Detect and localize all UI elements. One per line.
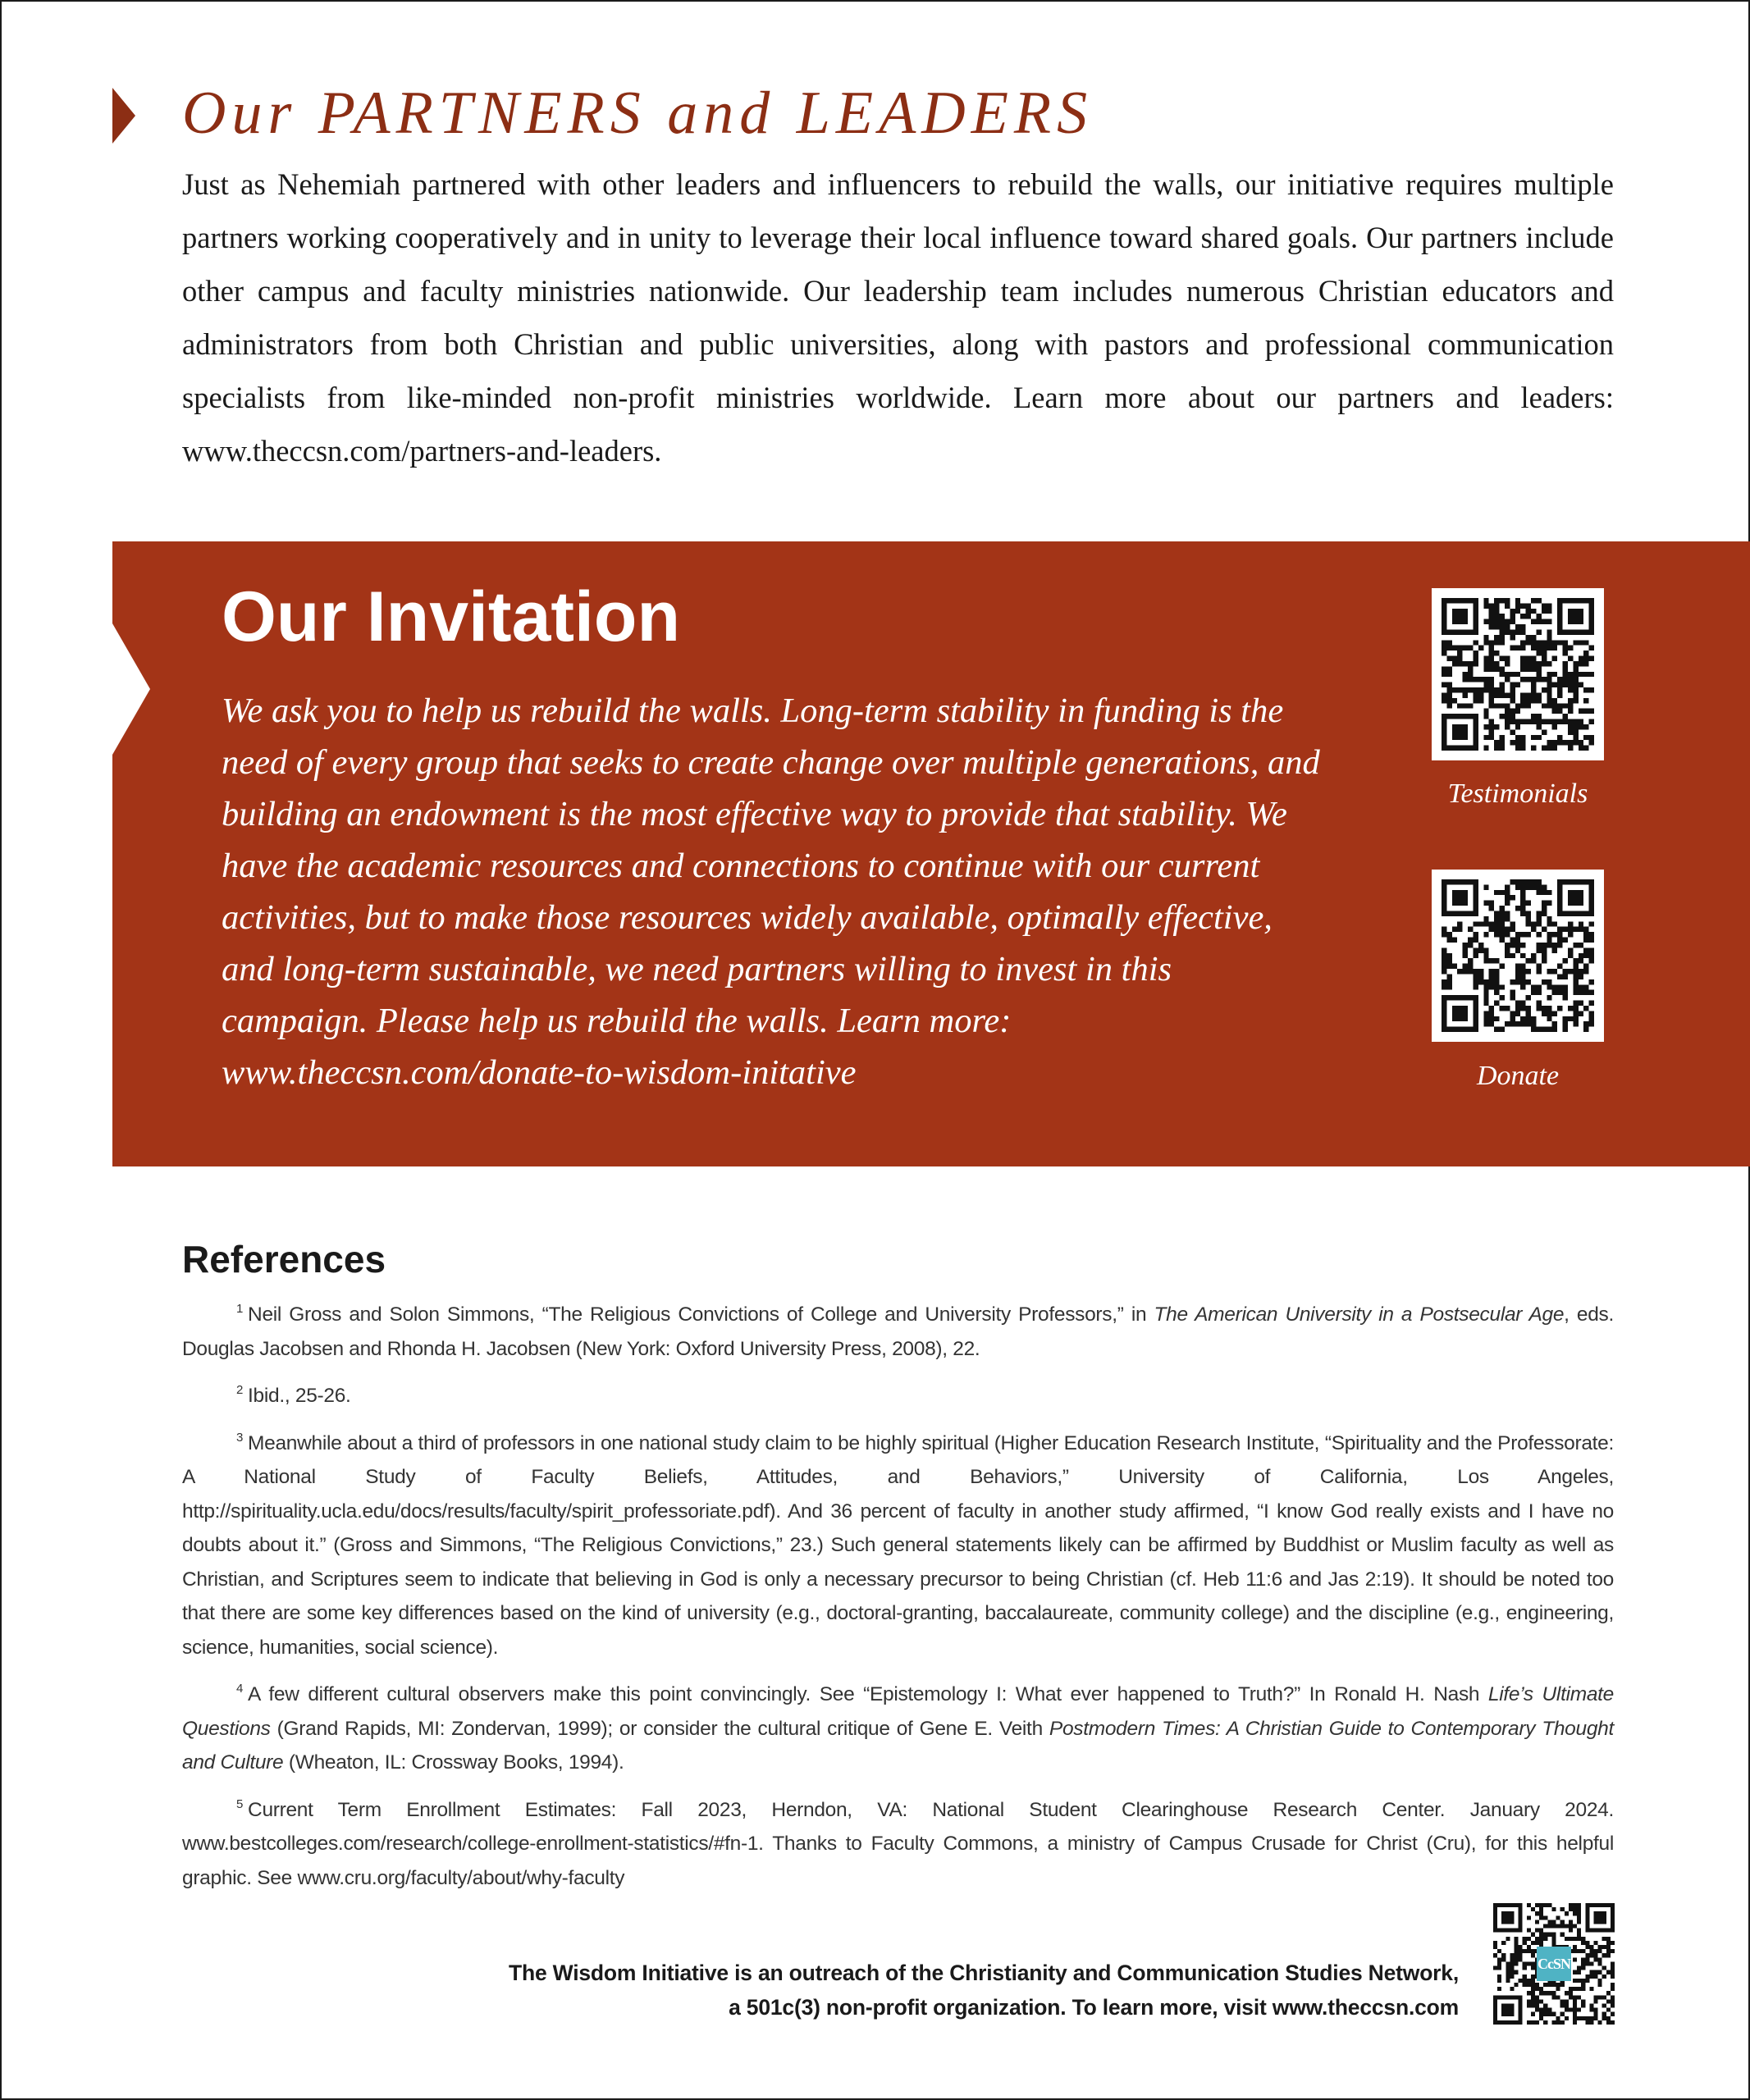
- invitation-body: We ask you to help us rebuild the walls. Long-term stability in funding is the need of every group that seeks to create change over multiple generations, and building an endowment is the most effective way to provide that stability. We have the academic resources and connections to continue with our current activities, but to make those resources widely available, optimally effective, and long-term sustainable, we need partners willing to invest in this campaign. Please help us rebuild the walls. Learn more: www.theccsn.com/donate-to-wisdom-initative: [222, 692, 1320, 1092]
- reference-item: $^5$ Current Term Enrollment Estimates: Fall 2023, Herndon, VA: National Student Clearinghouse Research Center. January 2024. www.bestcolleges.com/research/college-enrollment-statistics/#fn-1. Thanks to Faculty Commons, a ministry of Campus Crusade for Christ (Cru), for this helpful graphic. See www.cru.org/faculty/about/why-faculty: [182, 1796, 1614, 1889]
- section-arrow-icon: [112, 88, 135, 144]
- partners-title: Our PARTNERS and LEADERS: [182, 80, 1094, 147]
- testimonials-caption: Testimonials: [1447, 778, 1588, 809]
- footer-text: [410, 1956, 1459, 2025]
- donate-qr-code[interactable]: [1432, 870, 1604, 1042]
- donate-caption: Donate: [1476, 1061, 1560, 1091]
- invitation-title: Our Invitation: [222, 578, 680, 656]
- partners-body: Just as Nehemiah partnered with other leaders and influencers to rebuild the walls, our initiative requires multiple partners working cooperatively and in unity to leverage their local influence toward shared goals. Our partners include other campus and faculty ministries nationwide. Our leadership team includes numerous Christian educators and administrators from both Christian and public universities, along with pastors and professional communication specialists from like-minded non-profit ministries worldwide. Learn more about our partners and leaders: www.theccsn.com/partners-and-leaders.: [182, 167, 1614, 468]
- qr-code-icon: [1442, 598, 1594, 751]
- ccsn-logo: CcSN: [1537, 1947, 1571, 1981]
- testimonials-qr-code[interactable]: [1432, 588, 1604, 760]
- footer-line-1: The Wisdom Initiative is an outreach of the Christianity and Communication Studies Network,: [508, 1961, 1459, 1985]
- references-heading: References: [182, 1238, 386, 1281]
- reference-item: $^1$ Neil Gross and Solon Simmons, “The Religious Convictions of College and University Professors,” in The American University in a Postsecular Age, eds. Douglas Jacobsen and Rhonda H. Jacobsen (New York: Oxford University Press, 2008), 22.: [182, 1302, 1615, 1360]
- qr-code-icon: [1442, 879, 1594, 1032]
- reference-item: $^3$ Meanwhile about a third of professors in one national study claim to be highly spiritual (Higher Education Research Institute, “Spirituality and the Professorate: A National Study of Faculty Beliefs, Attitudes, and Behaviors,” University of California, Los Angeles, http://spirituality.ucla.edu/docs/results/faculty/spirit_professoriate.pdf). And 36 percent of faculty in another study affirmed, “I know God really exists and I have no doubts about it.” (Gross and Simmons, “The Religious Convictions,” 23.) Such general statements likely can be affirmed by Buddhist or Muslim faculty as well as Christian, and Scriptures seem to indicate that believing in God is only a necessary precursor to being Christian (cf. Heb 11:6 and Jas 2:19). It should be noted too that there are some key differences based on the kind of university (e.g., doctoral-granting, baccalaureate, community college) and the discipline (e.g., engineering, science, humanities, social science).: [182, 1430, 1614, 1659]
- references-list: [182, 1292, 1614, 1902]
- reference-item: $^2$ Ibid., 25-26.: [236, 1383, 351, 1407]
- reference-item: $^4$ A few different cultural observers make this point convincingly. See “Epistemology I: What ever happened to Truth?” In Ronald H. Nash Life’s Ultimate Questions (Grand Rapids, MI: Zondervan, 1999); or consider the cultural critique of Gene E. Veith Postmodern Times: A Christian Guide to Contemporary Thought and Culture (Wheaton, IL: Crossway Books, 1994).: [182, 1682, 1614, 1774]
- band-notch-icon: [112, 623, 150, 755]
- footer-line-2: a 501c(3) non-profit organization. To learn more, visit www.theccsn.com: [729, 1995, 1459, 2020]
